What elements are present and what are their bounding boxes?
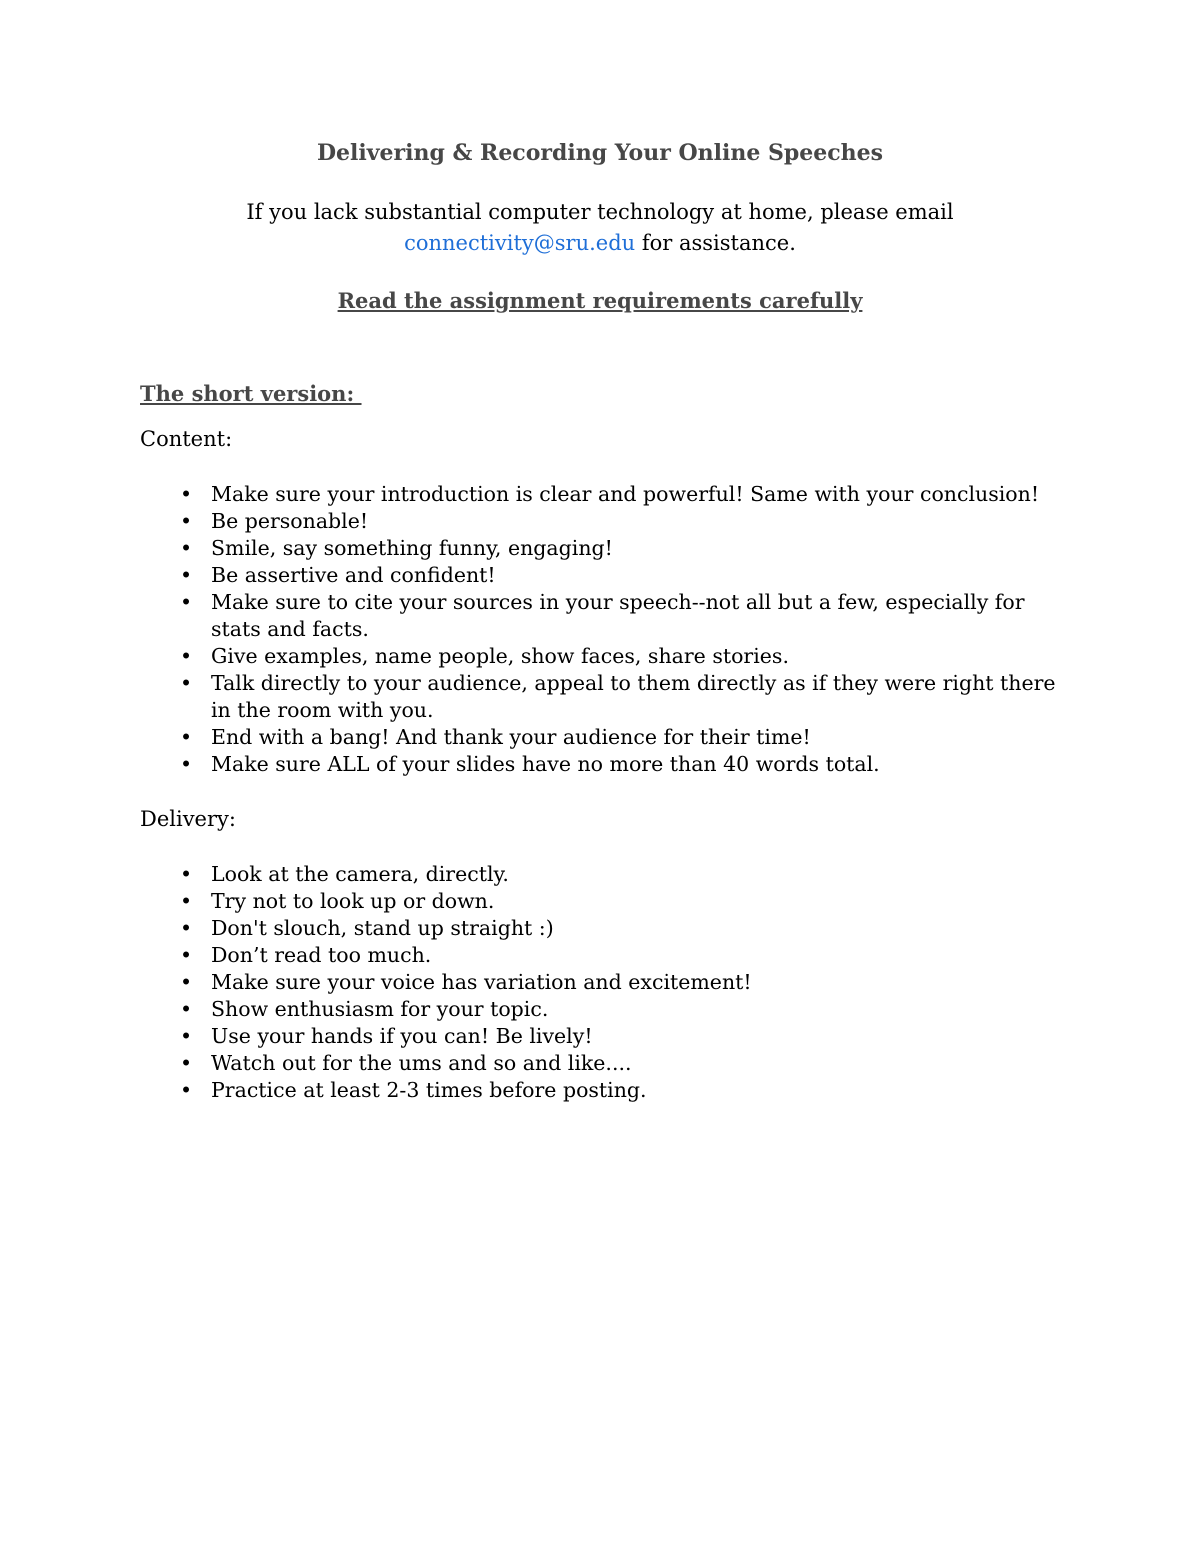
list-item: • Look at the camera, directly. <box>140 861 1060 888</box>
list-item: • Make sure ALL of your slides have no more than 40 words total. <box>140 751 1060 778</box>
email-link[interactable]: connectivity@sru.edu <box>404 231 636 255</box>
list-item: • Don’t read too much. <box>140 942 1060 969</box>
list-item: • Use your hands if you can! Be lively! <box>140 1023 1060 1050</box>
list-item: • Smile, say something funny, engaging! <box>140 535 1060 562</box>
content-label: Content: <box>140 427 233 451</box>
list-item: • Watch out for the ums and so and like.... <box>140 1050 1060 1077</box>
short-version-heading: The short version: <box>140 381 362 406</box>
list-item: • End with a bang! And thank your audience for their time! <box>140 724 1060 751</box>
list-item: • Be assertive and confident! <box>140 562 1060 589</box>
list-item: • Talk directly to your audience, appeal to them directly as if they were right there in the room with you. <box>140 670 1060 724</box>
list-item: • Make sure your voice has variation and excitement! <box>140 969 1060 996</box>
list-item: • Practice at least 2-3 times before posting. <box>140 1077 1060 1104</box>
list-item: • Make sure your introduction is clear and powerful! Same with your conclusion! <box>140 481 1060 508</box>
list-item: • Make sure to cite your sources in your speech--not all but a few, especially for stats and facts. <box>140 589 1060 643</box>
intro-text-after-link: for assistance. <box>635 231 796 255</box>
requirements-heading: Read the assignment requirements carefully <box>337 288 863 313</box>
delivery-list <box>140 861 1060 1104</box>
list-item: • Give examples, name people, show faces, share stories. <box>140 643 1060 670</box>
list-item: • Be personable! <box>140 508 1060 535</box>
content-list <box>140 481 1060 778</box>
intro-text-before-link: If you lack substantial computer technology at home, please email <box>246 200 954 224</box>
intro-paragraph <box>140 197 1060 259</box>
list-item: • Don't slouch, stand up straight :) <box>140 915 1060 942</box>
list-item: • Show enthusiasm for your topic. <box>140 996 1060 1023</box>
delivery-label: Delivery: <box>140 807 236 831</box>
list-item: • Try not to look up or down. <box>140 888 1060 915</box>
document-title: Delivering & Recording Your Online Speeches <box>316 140 884 166</box>
